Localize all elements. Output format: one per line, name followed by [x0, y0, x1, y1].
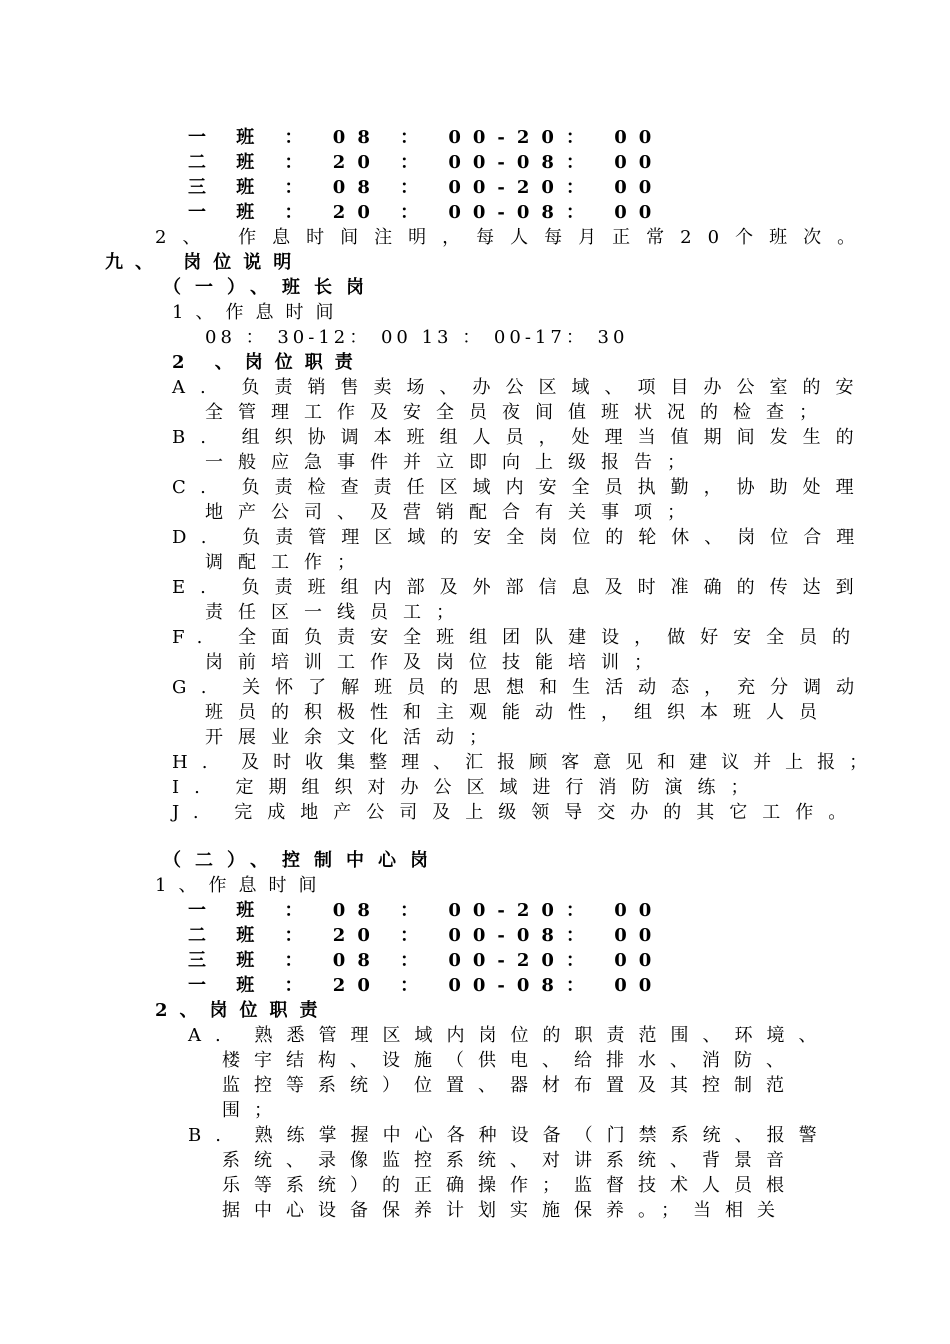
duty-line: I. 定期组织对办公区域进行消防演练；	[172, 777, 764, 798]
section-heading: 九、 岗位说明	[105, 252, 304, 273]
duty-line: C. 负责检查责任区域内安全员执勤，协助处理	[172, 477, 869, 498]
shift-line: 三 班 ： 08 ： 00-20： 00	[188, 177, 664, 198]
schedule-title: 1、作息时间	[155, 875, 329, 896]
duty-line: 楼宇结构、设施（供电、给排水、消防、	[222, 1050, 798, 1071]
shift-line: 一 班 ： 08 ： 00-20： 00	[188, 900, 664, 921]
duty-line: 地产公司、及营销配合有关事项；	[205, 502, 700, 523]
duty-line: E. 负责班组内部及外部信息及时准确的传达到	[172, 577, 869, 598]
rest-note: 2、 作息时间注明，每人每月正常20个班次。	[155, 227, 872, 248]
shift-line: 二 班 ： 20 ： 00-08： 00	[188, 925, 664, 946]
duty-line: 一般应急事件并立即向上级报告；	[205, 452, 700, 473]
duties-title: 2、岗位职责	[155, 1000, 330, 1021]
subsection-heading: （一）、班长岗	[163, 277, 378, 298]
shift-line: 一 班 ： 20 ： 00-08： 00	[188, 975, 664, 996]
duty-line: 系统、录像监控系统、对讲系统、背景音	[222, 1150, 798, 1171]
duty-line: B. 熟练掌握中心各种设备（门禁系统、报警	[188, 1125, 831, 1146]
duty-line: 班员的积极性和主观能动性，组织本班人员	[205, 702, 832, 723]
duty-line: D. 负责管理区域的安全岗位的轮休、岗位合理	[172, 527, 870, 548]
duty-line: J. 完成地产公司及上级领导交办的其它工作。	[172, 802, 862, 823]
shift-line: 三 班 ： 08 ： 00-20： 00	[188, 950, 664, 971]
duty-line: 据中心设备保养计划实施保养。；当相关	[222, 1200, 789, 1221]
duty-line: 开展业余文化活动；	[205, 727, 502, 748]
duty-line: H. 及时收集整理、汇报顾客意见和建议并上报；	[172, 752, 882, 773]
duty-line: F. 全面负责安全班组团队建设，做好安全员的	[172, 627, 866, 648]
duty-line: 岗前培训工作及岗位技能培训；	[205, 652, 667, 673]
duty-line: 全管理工作及安全员夜间值班状况的检查；	[205, 402, 832, 423]
shift-line: 二 班 ： 20 ： 00-08： 00	[188, 152, 664, 173]
shift-line: 一 班 ： 20 ： 00-08： 00	[188, 202, 664, 223]
duty-line: 调配工作；	[205, 552, 370, 573]
duties-title: 2 、岗位职责	[172, 352, 365, 373]
schedule-time: 08 ： 30-12： 00 13 ： 00-17： 30	[205, 327, 629, 348]
shift-line: 一 班 ： 08 ： 00-20： 00	[188, 127, 664, 148]
duty-line: 乐等系统）的正确操作；监督技术人员根	[222, 1175, 798, 1196]
duty-line: 责任区一线员工；	[205, 602, 469, 623]
duty-line: A. 熟悉管理区域内岗位的职责范围、环境、	[188, 1025, 831, 1046]
duty-line: B. 组织协调本班组人员，处理当值期间发生的	[172, 427, 869, 448]
schedule-title: 1、作息时间	[172, 302, 346, 323]
duty-line: G. 关怀了解班员的思想和生活动态，充分调动	[172, 677, 870, 698]
duty-line: 围；	[222, 1100, 286, 1121]
duty-line: A. 负责销售卖场、办公区域、项目办公室的安	[172, 377, 869, 398]
duty-line: 监控等系统）位置、器材布置及其控制范	[222, 1075, 798, 1096]
subsection-heading: （二）、控制中心岗	[163, 850, 442, 871]
